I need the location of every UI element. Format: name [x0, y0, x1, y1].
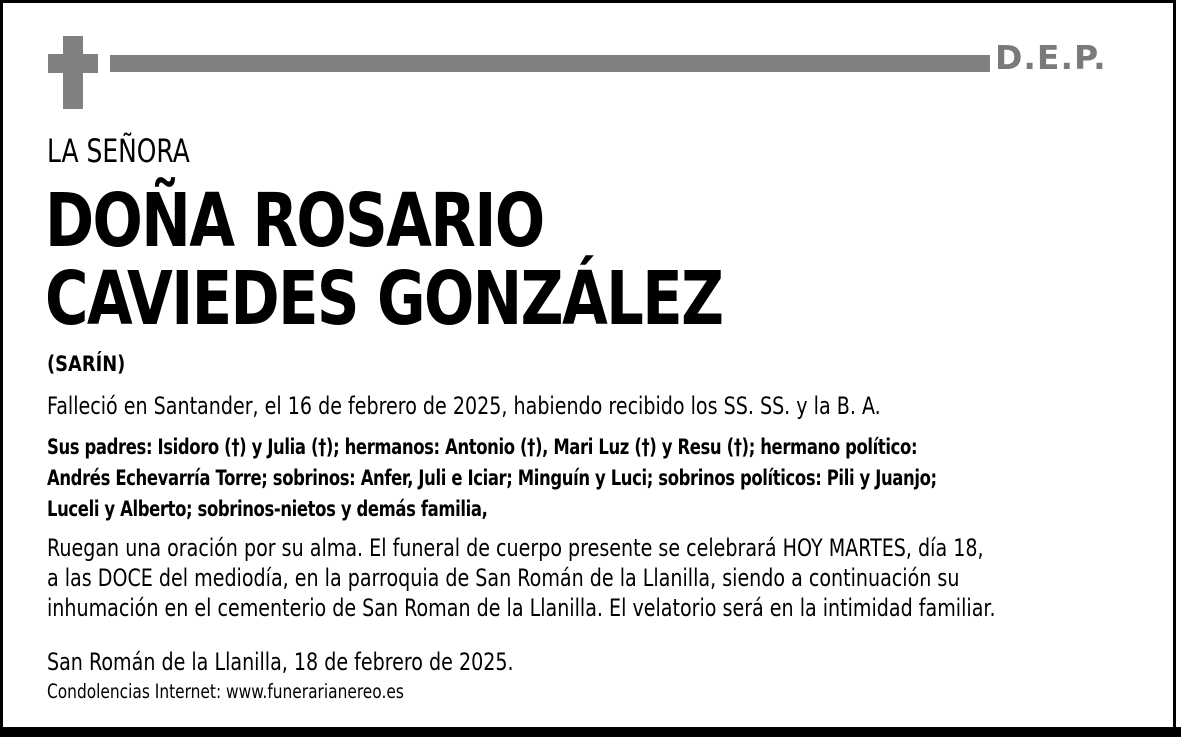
condolences-link[interactable]: Condolencias Internet: www.funerarianereo.es [47, 680, 404, 703]
funeral-line: Ruegan una oración por su alma. El funeral de cuerpo presente se celebrará HOY MARTES, día 18, [47, 534, 984, 562]
funeral-line: inhumación en el cementerio de San Roman de la Llanilla. El velatorio será en la intimidad familiar. [47, 594, 996, 622]
header-rule [110, 55, 990, 72]
death-notice: Falleció en Santander, el 16 de febrero de 2025, habiendo recibido los SS. SS. y la B. A. [47, 392, 881, 420]
place-date: San Román de la Llanilla, 18 de febrero de 2025. [47, 648, 514, 676]
family-line: Andrés Echevarría Torre; sobrinos: Anfer, Juli e Iciar; Minguín y Luci; sobrinos políticos: Pili y Juanjo; [47, 466, 937, 491]
bottom-border [0, 727, 1181, 737]
family-list [47, 432, 937, 525]
deceased-name-line1: DOÑA ROSARIO [45, 178, 544, 264]
funeral-details [47, 533, 996, 623]
dep-label: D.E.P. [995, 38, 1107, 77]
deceased-alias: (SARÍN) [47, 352, 126, 376]
funeral-line: a las DOCE del mediodía, en la parroquia de San Román de la Llanilla, siendo a continuación su [47, 564, 960, 592]
deceased-name-line2: CAVIEDES GONZÁLEZ [45, 256, 723, 342]
honorific: LA SEÑORA [47, 132, 190, 170]
family-line: Luceli y Alberto; sobrinos-nietos y demás familia, [47, 497, 488, 522]
cross-horizontal-bar [48, 54, 98, 73]
family-line: Sus padres: Isidoro (†) y Julia (†); hermanos: Antonio (†), Mari Luz (†) y Resu (†); hermano político: [47, 435, 918, 460]
